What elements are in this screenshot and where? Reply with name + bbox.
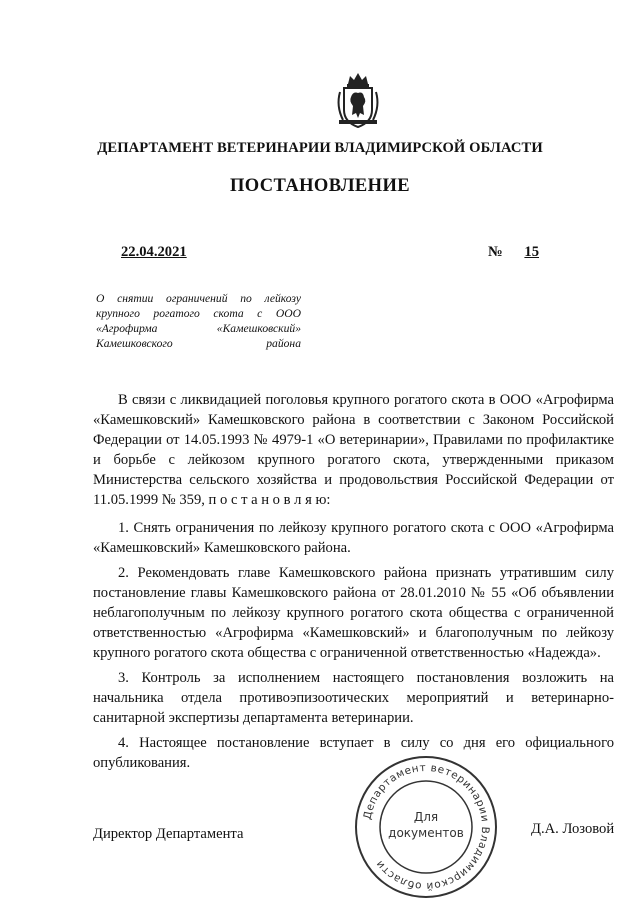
stamp-ring-text: Департамент ветеринарии Владимирской области: [361, 761, 492, 893]
body-item-1: 1. Снять ограничения по лейкозу крупного рогатого скота с ООО «Агрофирма «Камешковский» Камешковского района.: [93, 520, 614, 556]
body-item-3: 3. Контроль за исполнением настоящего постановления возложить на начальника отдела противоэпизоотических мероприятий и ветеринарно-санитарной экспертизы департамента ветеринарии.: [93, 670, 614, 726]
document-date: 22.04.2021: [121, 244, 187, 260]
department-name: ДЕПАРТАМЕНТ ВЕТЕРИНАРИИ ВЛАДИМИРСКОЙ ОБЛАСТИ: [97, 140, 543, 156]
body-item-2: 2. Рекомендовать главе Камешковского района признать утратившим силу постановление главы Камешковского района от 28.01.2010 № 55 «Об объявлении неблагополучным по лейкозу крупного рогатого скота общества с ограниченной ответственностью «Агрофирма «Камешковский» и благополучным по лейкозу крупного рогатого скота общества с ограниченной ответственностью «Надежда».: [93, 565, 614, 661]
coat-of-arms-icon: [333, 70, 383, 130]
document-subject: О снятии ограничений по лейкозу крупного рогатого скота с ООО «Агрофирма «Камешковский» Камешковского района: [96, 292, 301, 350]
official-stamp: [352, 753, 500, 901]
body-item-4: 4. Настоящее постановление вступает в силу со дня его официального опубликования.: [93, 735, 614, 771]
stamp-center-line1: Для: [413, 810, 439, 824]
signatory-name: Д.А. Лозовой: [531, 821, 615, 837]
document-body: [93, 390, 614, 778]
signatory-title: Директор Департамента: [93, 826, 244, 842]
stamp-center-line2: документов: [388, 826, 464, 840]
document-number: 15: [524, 244, 539, 260]
body-intro: В связи с ликвидацией поголовья крупного рогатого скота в ООО «Агрофирма «Камешковский» Камешковского района в соответствии с Законом Российской Федерации от 14.05.1993 № 4979-1 «О ветеринарии», Правилами по профилактике и борьбе с лейкозом крупного рогатого скота, утвержденными приказом Министерства сельского хозяйства и продовольствия Российской Федерации от 11.05.1999 № 359, п о с т а н о в л я ю:: [93, 392, 614, 508]
document-type-heading: ПОСТАНОВЛЕНИЕ: [229, 176, 410, 196]
number-sign: №: [488, 244, 503, 260]
